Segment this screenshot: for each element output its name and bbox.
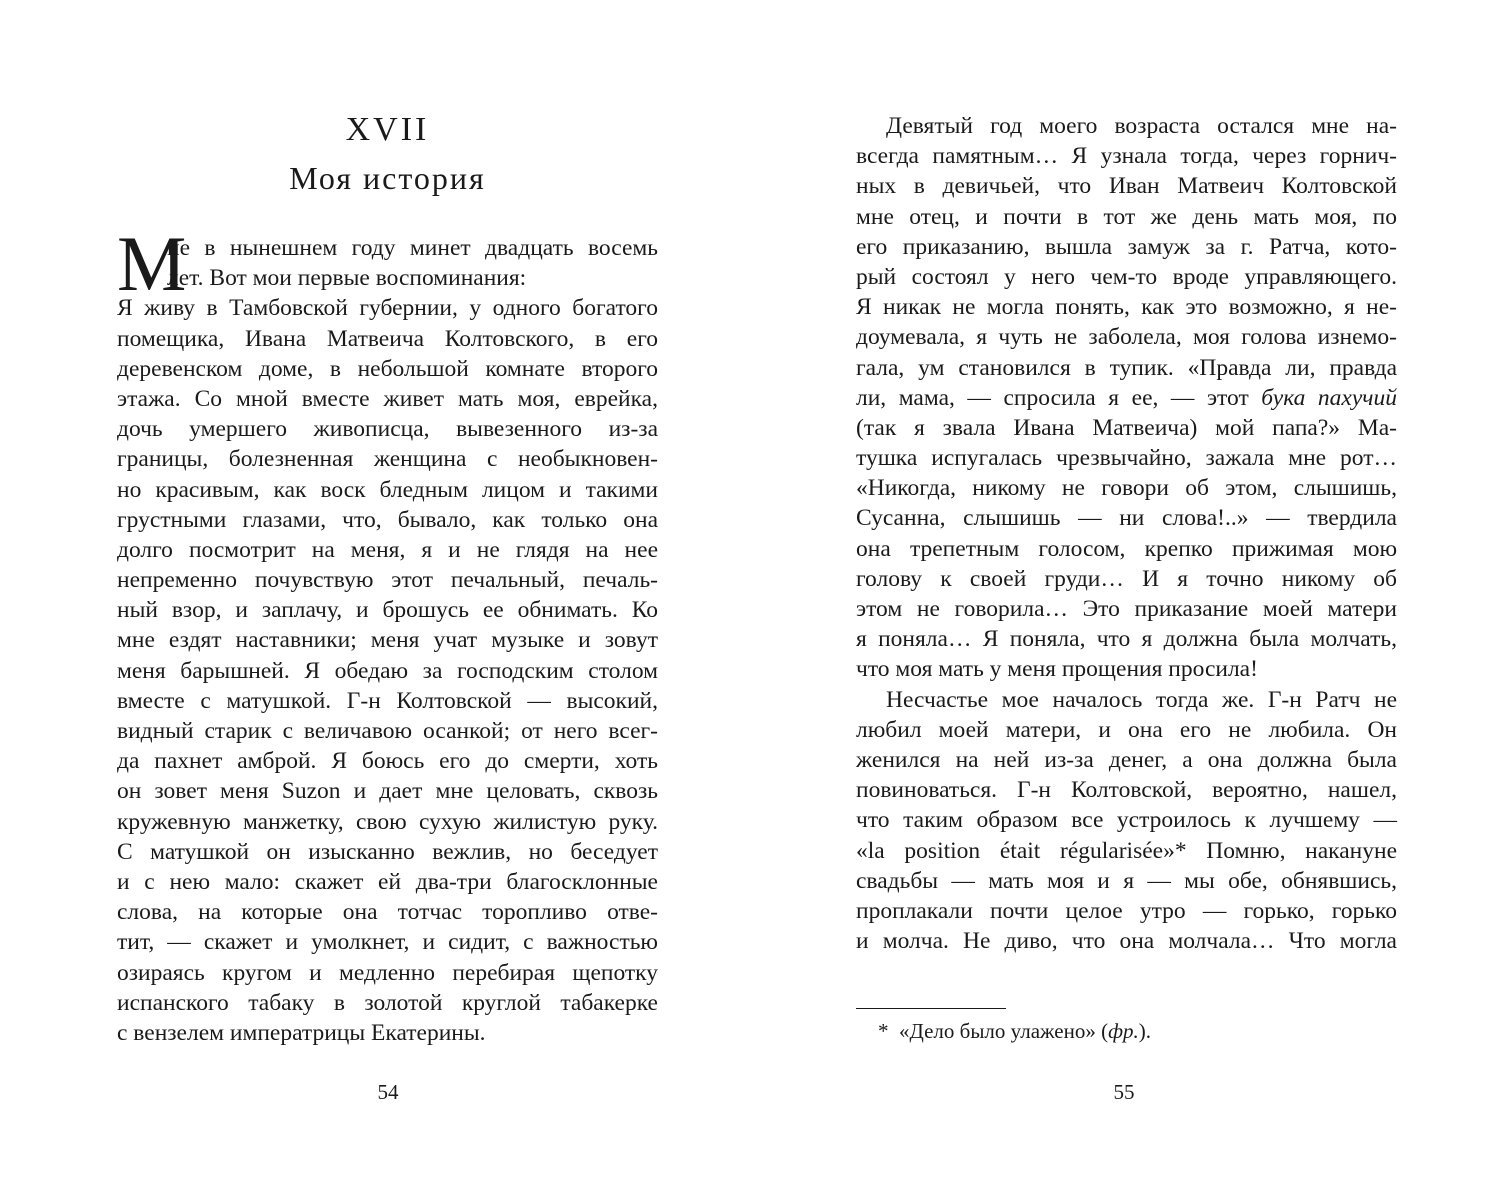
text-line: да пахнет амброй. Я боюсь его до смерти, хоть	[117, 748, 658, 775]
right-page-text	[856, 111, 1397, 956]
text-line: (так я звала Ивана Матвеича) мой папа?» Ма-	[856, 414, 1397, 441]
footnote	[878, 1017, 1151, 1045]
text-line: не в нынешнем году минет двадцать восемь	[167, 235, 658, 261]
text-line: его приказанию, вышла замуж за г. Ратча, кото-	[856, 233, 1397, 260]
text-line: что моя мать у меня прощения просила!	[856, 656, 1258, 683]
text-line: «Никогда, никому не говори об этом, слышишь,	[856, 475, 1397, 502]
text-line: рый состоял у него чем-то вроде управляющего.	[856, 263, 1397, 290]
text-line: видный старик с величавою осанкой; от него всег-	[117, 718, 658, 744]
text-line: и с нею мало: скажет ей два-три благосклонные	[117, 868, 658, 895]
text-line: Я живу в Тамбовской губернии, у одного богатого	[117, 295, 658, 322]
text-line: этажа. Со мной вместе живет мать моя, еврейка,	[117, 385, 658, 412]
text-line: он зовет меня Suzon и дает мне целовать, сквозь	[117, 778, 658, 805]
text-line: но красивым, как воск бледным лицом и такими	[117, 476, 658, 503]
text-line: тушка испугалась чрезвычайно, зажала мне рот…	[856, 445, 1397, 472]
text-line: непременно почувствую этот печальный, печаль-	[117, 567, 658, 594]
text-line: мне отец, и почти в тот же день мать моя, по	[856, 203, 1397, 230]
text-line: С матушкой он изысканно вежлив, но беседует	[117, 838, 658, 865]
text-line: грустными глазами, что, бывало, как только она	[117, 506, 658, 533]
text-line: что таким образом все устроилось к лучшему —	[856, 807, 1397, 834]
text-line: гала, ум становился в тупик. «Правда ли, правда	[856, 354, 1397, 381]
text-line: лет. Вот мои первые воспоминания:	[167, 265, 527, 292]
text-line: ных в девичьей, что Иван Матвеич Колтовской	[856, 173, 1397, 200]
text-line: помещика, Ивана Матвеича Колтовского, в его	[117, 325, 658, 352]
text-line: границы, болезненная женщина с необыкновен-	[117, 446, 658, 473]
text-line: дочь умершего живописца, вывезенного из-за	[117, 416, 658, 443]
footnote-marker: *	[878, 1019, 889, 1043]
left-page-text	[117, 220, 658, 1048]
text-line: вместе с матушкой. Г-н Колтовской — высокий,	[117, 687, 658, 714]
text-line: тит, — скажет и умолкнет, и сидит, с важностью	[117, 929, 658, 956]
text-line: меня барышней. Я обедаю за господским столом	[117, 657, 658, 684]
text-line: мне ездят наставники; меня учат музыке и зовут	[117, 627, 658, 654]
text-line: повиноваться. Г-н Колтовской, вероятно, нашел,	[856, 777, 1397, 804]
text-line: проплакали почти целое утро — горько, горько	[856, 897, 1397, 924]
text-line: женился на ней из-за денег, а она должна была	[856, 746, 1397, 773]
text-line: и молча. Не диво, что она молчала… Что могла	[856, 928, 1397, 955]
drop-cap: М	[117, 220, 187, 307]
text-line: свадьбы — мать моя и я — мы обе, обнявшись,	[856, 867, 1397, 894]
text-line: слова, на которые она тотчас торопливо отве-	[117, 899, 658, 926]
chapter-title: Моя история	[289, 160, 486, 196]
text-line: всегда памятным… Я узнала тогда, через горнич-	[856, 143, 1397, 170]
text-line: озираясь кругом и медленно перебирая щепотку	[117, 959, 658, 986]
text-line: Я никак не могла понять, как это возможно, я не-	[856, 294, 1397, 321]
footnote-end: ).	[1138, 1019, 1151, 1043]
text-line: долго посмотрит на меня, я и не глядя на нее	[117, 536, 658, 563]
text-line: Сусанна, слышишь — ни слова!..» — твердила	[856, 505, 1397, 532]
text-line: кружевную манжетку, свою сухую жилистую руку.	[117, 808, 658, 835]
text-line: деревенском доме, в небольшой комнате второго	[117, 355, 658, 382]
footnote-italic: фр.	[1108, 1019, 1139, 1043]
text-line: «la position était régularisée»* Помню, накануне	[856, 837, 1397, 864]
page-number-left: 54	[377, 1080, 399, 1104]
footnote-text: «Дело было улажено» (	[899, 1019, 1109, 1043]
text-line: ный взор, и заплачу, и брошусь ее обнимать. Ко	[117, 597, 658, 624]
text-line: голову к своей груди… И я точно никому об	[856, 565, 1397, 592]
text-line: она трепетным голосом, крепко прижимая мою	[856, 535, 1397, 562]
footnote-divider	[856, 1008, 1006, 1009]
text-line-with-italic	[856, 383, 1397, 413]
text-line: Несчастье мое началось тогда же. Г-н Ратч не	[886, 686, 1397, 713]
text-line: доумевала, я чуть не заболела, моя голова изнемо-	[856, 324, 1397, 351]
text-line: этом не говорила… Это приказание моей матери	[856, 596, 1397, 622]
text-line: испанского табаку в золотой круглой табакерке	[117, 989, 658, 1016]
chapter-number: XVII	[345, 111, 430, 148]
text-line: Девятый год моего возраста остался мне на-	[886, 113, 1397, 139]
italic-phrase: бука пахучий	[1261, 384, 1397, 411]
text-line: любил моей матери, и она его не любила. Он	[856, 716, 1397, 743]
page-number-right: 55	[1113, 1080, 1135, 1104]
text-line: я поняла… Я поняла, что я должна была молчать,	[856, 626, 1397, 653]
text-fragment: ли, мама, — спросила я ее, — этот	[856, 384, 1262, 411]
text-line: с вензелем императрицы Екатерины.	[117, 1019, 486, 1046]
